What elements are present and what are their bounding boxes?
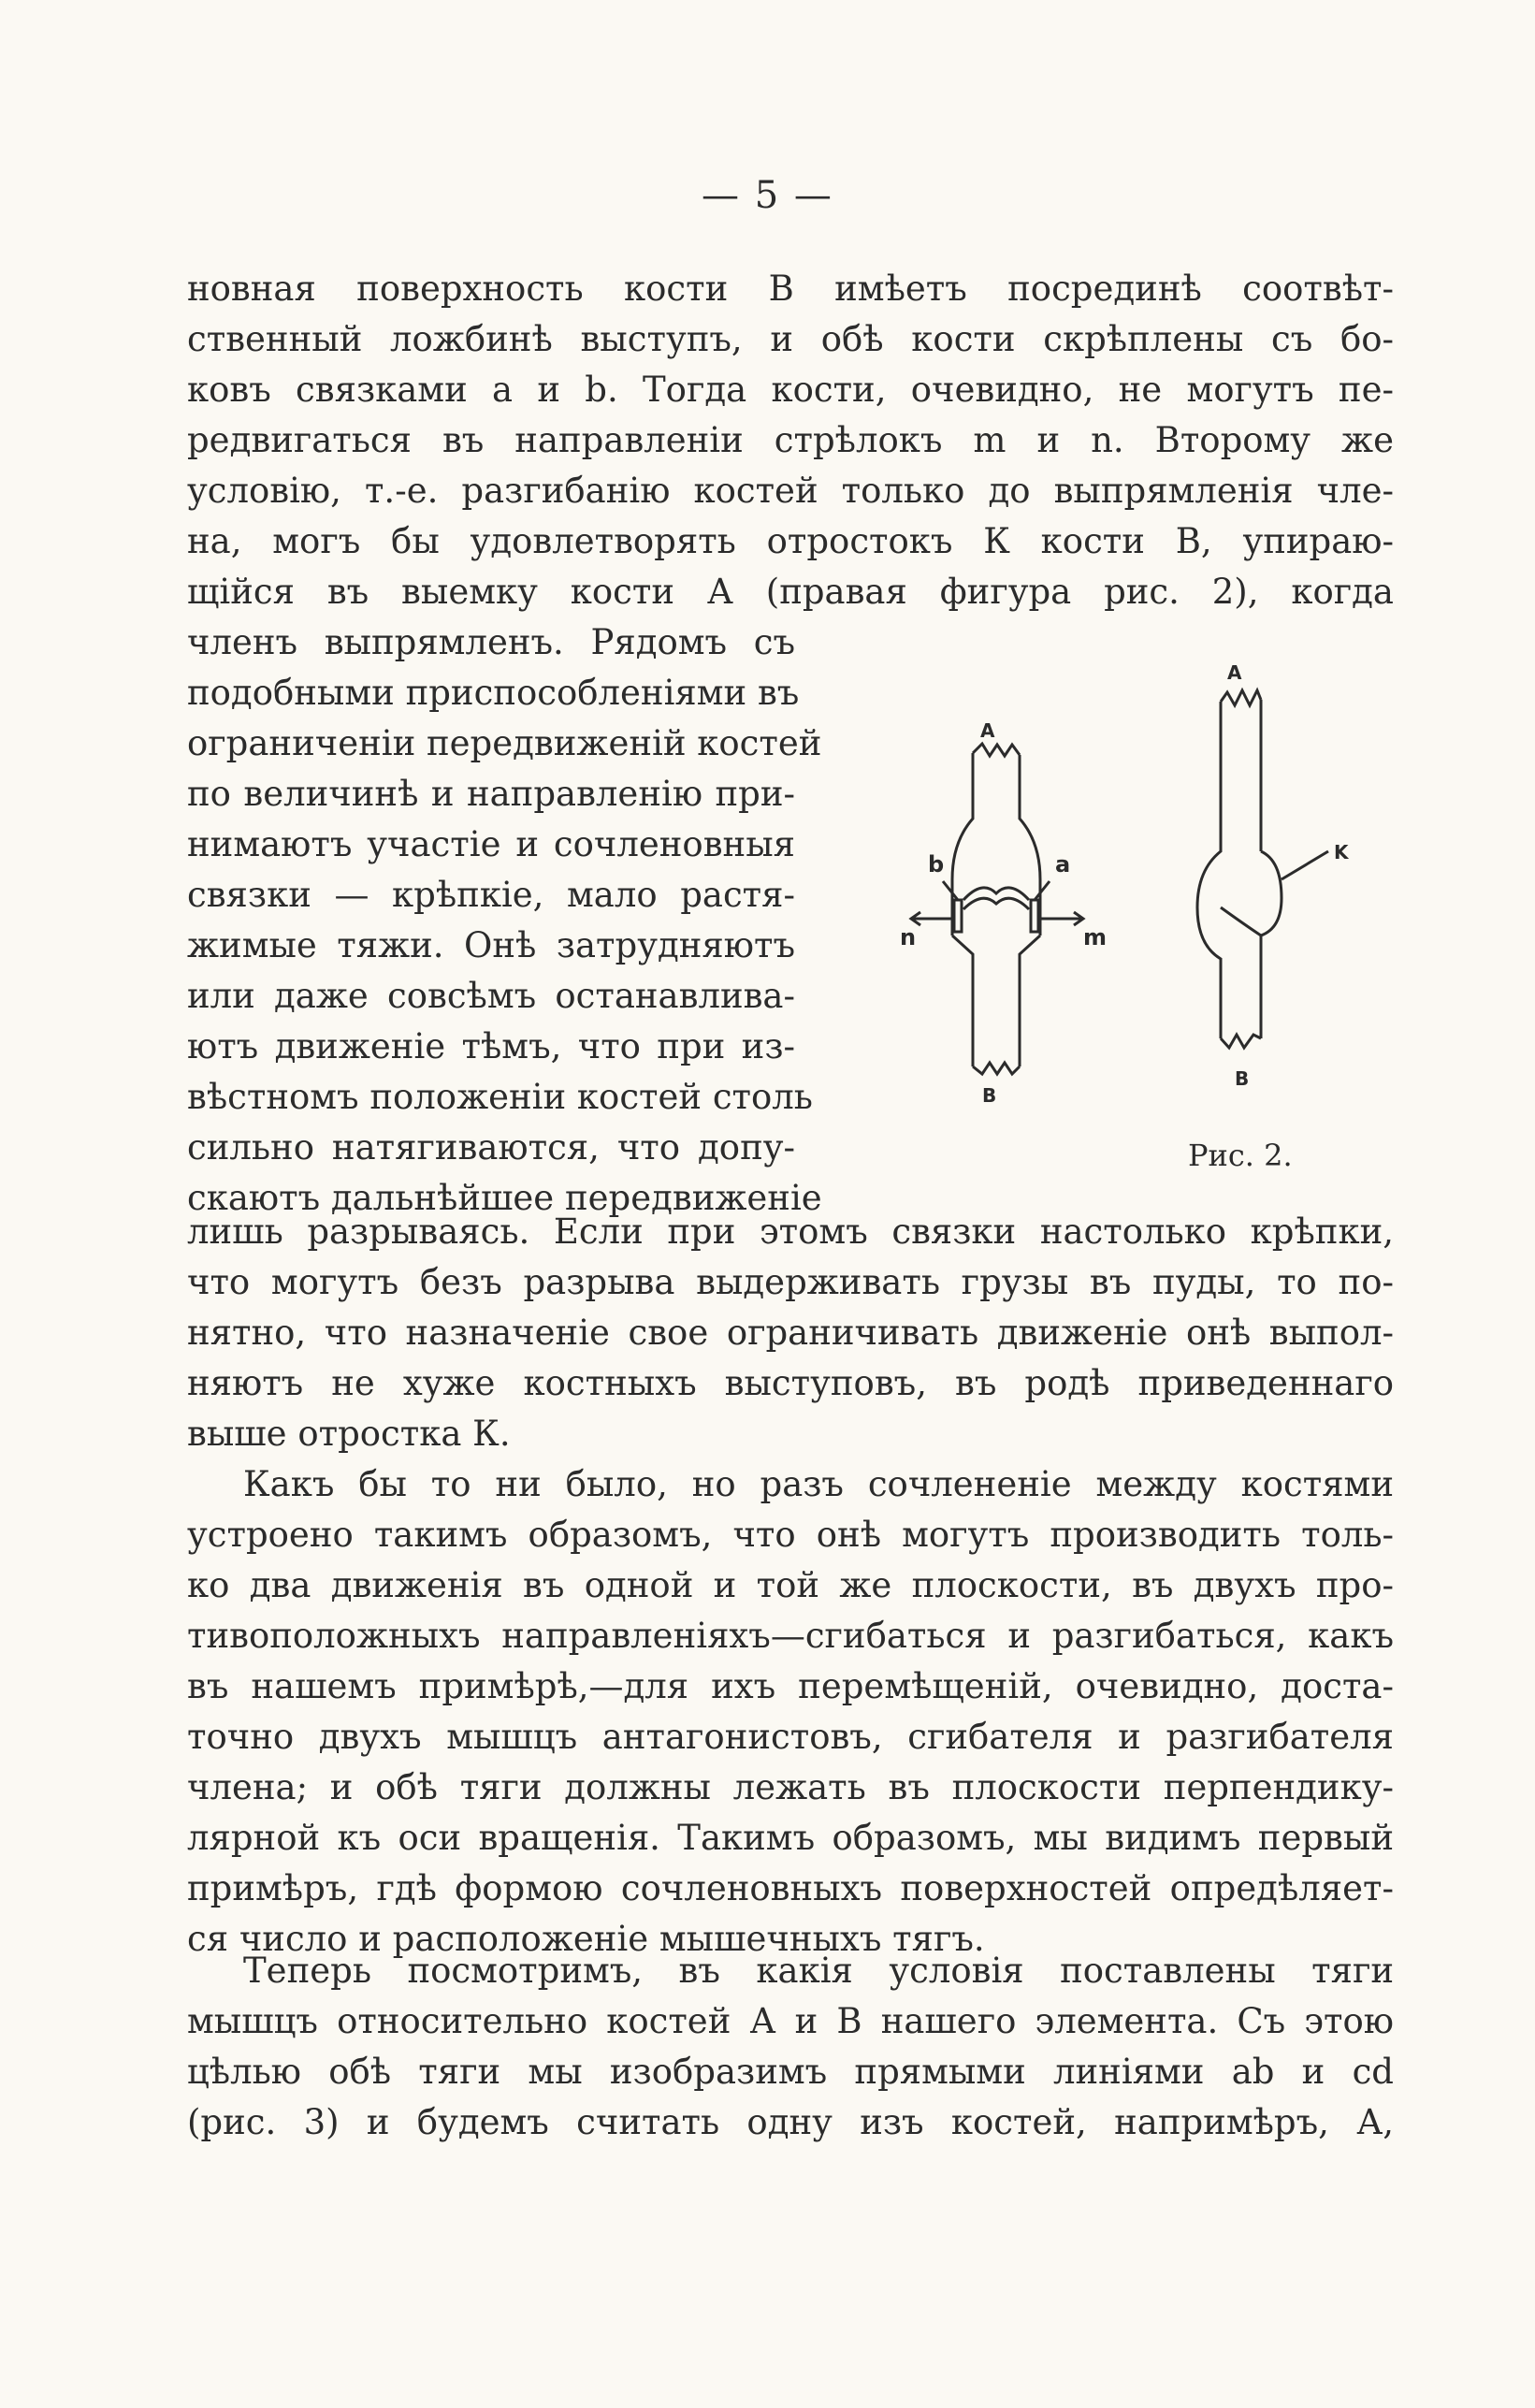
right-label-bottom: B: [1235, 1067, 1250, 1090]
paragraph-2: [187, 1459, 1394, 1965]
text-line: тивоположныхъ направленіяхъ—сгибаться и разгибаться, какъ: [187, 1616, 1394, 1656]
text-line: ковъ связками a и b. Тогда кости, очевидно, не могутъ пе-: [187, 370, 1394, 410]
text-line: ограниченіи передвиженій костей: [187, 723, 822, 763]
text-line: что могутъ безъ разрыва выдерживать грузы въ пуды, то по-: [187, 1262, 1394, 1302]
text-line: ко два движенія въ одной и той же плоскости, въ двухъ про-: [187, 1565, 1394, 1605]
text-line: редвигаться въ направленіи стрѣлокъ m и n. Второму же: [187, 420, 1394, 460]
joint-diagram: [842, 627, 1394, 1132]
text-line: выше отростка К.: [187, 1414, 511, 1454]
text-line: нимаютъ участіе и сочленовныя: [187, 824, 795, 864]
text-line: лярной къ оси вращенія. Такимъ образомъ, мы видимъ первый: [187, 1818, 1394, 1858]
page-number: — 5 —: [702, 174, 833, 217]
text-line: ютъ движеніе тѣмъ, что при из-: [187, 1026, 795, 1066]
label-a: a: [1055, 851, 1071, 878]
text-line: лишь разрываясь. Если при этомъ связки настолько крѣпки,: [187, 1211, 1394, 1252]
text-line: скаютъ дальнѣйшее передвиженіе: [187, 1178, 822, 1218]
paragraph-1-end: [187, 1207, 1394, 1459]
text-line: нятно, что назначеніе свое ограничивать движеніе онѣ выпол-: [187, 1313, 1394, 1353]
text-line: вѣстномъ положеніи костей столь: [187, 1077, 813, 1117]
text-line: примѣръ, гдѣ формою сочленовныхъ поверхностей опредѣляет-: [187, 1868, 1394, 1908]
text-line: связки — крѣпкіе, мало растя-: [187, 875, 795, 915]
label-b: b: [928, 851, 945, 878]
text-line: члена; и обѣ тяги должны лежать въ плоскости перпендику-: [187, 1767, 1394, 1807]
text-line: ся число и расположеніе мышечныхъ тягъ.: [187, 1919, 985, 1959]
text-line: ственный ложбинѣ выступъ, и обѣ кости скрѣплены съ бо-: [187, 319, 1394, 359]
text-line: щійся въ выемку кости А (правая фигура рис. 2), когда: [187, 572, 1394, 612]
text-line: подобными приспособленіями въ: [187, 673, 800, 713]
figure-caption: Рис. 2.: [1188, 1138, 1293, 1173]
text-line: на, могъ бы удовлетворять отростокъ К кости В, упираю-: [187, 521, 1394, 561]
text-figure-wrap: [187, 617, 1394, 1254]
text-line: мышцъ относительно костей А и В нашего элемента. Съ этою: [187, 2001, 1394, 2041]
text-line: сильно натягиваются, что допу-: [187, 1127, 795, 1168]
text-line: членъ выпрямленъ. Рядомъ съ: [187, 622, 795, 662]
text-line: Какъ бы то ни было, но разъ сочлененіе между костями: [243, 1464, 1394, 1504]
text-line: въ нашемъ примѣрѣ,—для ихъ перемѣщеній, очевидно, доста-: [187, 1666, 1394, 1706]
paragraph-3: [187, 1946, 1394, 2148]
left-label-top: A: [980, 719, 995, 742]
right-joint-figure: [1197, 690, 1328, 1048]
wrapped-text: [187, 617, 822, 1224]
figure-2: [842, 627, 1394, 1216]
text-line: цѣлью обѣ тяги мы изобразимъ прямыми линіями ab и cd: [187, 2052, 1394, 2092]
text-line: новная поверхность кости В имѣетъ посрединѣ соотвѣт-: [187, 268, 1394, 309]
text-line: по величинѣ и направленію при-: [187, 774, 795, 814]
left-label-bottom: B: [982, 1084, 997, 1107]
label-n: n: [900, 924, 917, 950]
text-line: или даже совсѣмъ останавлива-: [187, 976, 795, 1016]
paragraph-1: [187, 264, 1394, 617]
text-line: (рис. 3) и будемъ считать одну изъ костей, напримѣръ, А,: [187, 2102, 1394, 2142]
text-line: Теперь посмотримъ, въ какія условія поставлены тяги: [243, 1951, 1394, 1991]
text-line: точно двухъ мышцъ антагонистовъ, сгибателя и разгибателя: [187, 1717, 1394, 1757]
text-line: устроено такимъ образомъ, что онѣ могутъ производить толь-: [187, 1515, 1394, 1555]
text-line: жимые тяжи. Онѣ затрудняютъ: [187, 925, 795, 965]
right-label-top: A: [1227, 661, 1242, 684]
left-joint-figure: [911, 744, 1083, 1074]
text-line: няютъ не хуже костныхъ выступовъ, въ родѣ приведеннаго: [187, 1363, 1394, 1403]
text-line: условію, т.-е. разгибанію костей только до выпрямленія чле-: [187, 471, 1394, 511]
label-k: K: [1334, 841, 1349, 863]
label-m: m: [1083, 924, 1108, 950]
